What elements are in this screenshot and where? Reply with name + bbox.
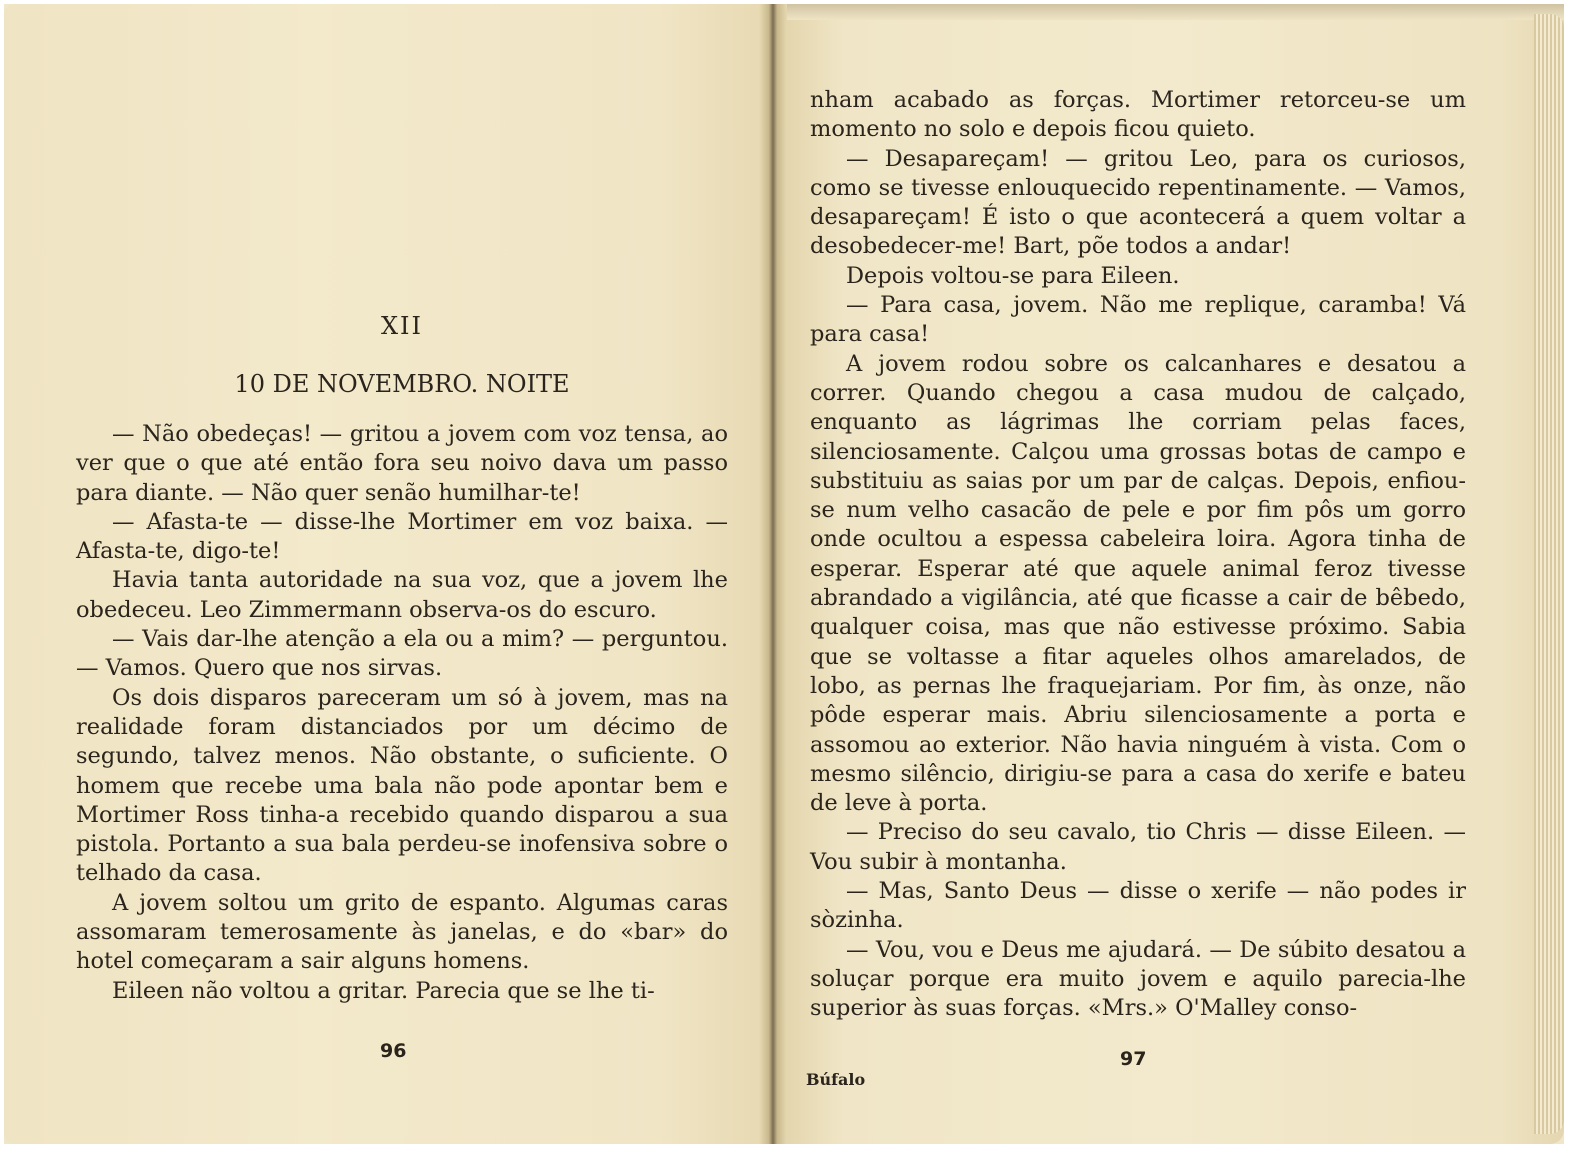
paragraph: — Desapareçam! — gritou Leo, para os curiosos, como se tivesse enlouquecido repentinamente. — Vamos, desapareçam! É isto o que acontecerá a quem voltar a desobedecer-me! Bart, põe todos a andar!: [810, 145, 1466, 260]
paragraph: — Vou, vou e Deus me ajudará. — De súbito desatou a soluçar porque era muito jovem e aquilo parecia-lhe superior às suas forças. «Mrs.» O'Malley conso-: [810, 936, 1466, 1022]
book-spread: [4, 4, 1564, 1144]
page-top-shadow: [782, 4, 1564, 20]
paragraph: A jovem rodou sobre os calcanhares e desatou a correr. Quando chegou a casa mudou de calçado, enquanto as lágrimas lhe corriam pelas faces, silenciosamente. Calçou uma grossas botas de campo e substituiu as saias por um par de calças. Depois, enfiou-se num velho casacão de pele e por fim pôs um gorro onde ocultou a espessa cabeleira loira. Agora tinha de esperar. Esperar até que aquele animal feroz tivesse abrandado a vigilância, até que ficasse a cair de bêbedo, qualquer coisa, mas que não estivesse próximo. Sabia que se voltasse a fitar aqueles olhos amarelados, de lobo, as pernas lhe fraquejariam. Por fim, às onze, não pôde esperar mais. Abriu silenciosamente a porta e assomou ao exterior. Não havia ninguém à vista. Com o mesmo silêncio, dirigiu-se para a casa do xerife e bateu de leve à porta.: [810, 350, 1466, 817]
page-number-right: 97: [1120, 1048, 1147, 1070]
paragraph: — Mas, Santo Deus — disse o xerife — não podes ir sòzinha.: [810, 878, 1466, 934]
left-page-text: [76, 420, 728, 1006]
left-page: [4, 4, 774, 1144]
paragraph: Os dois disparos pareceram um só à jovem, mas na realidade foram distanciados por um décimo de segundo, talvez menos. Não obstante, o suficiente. O homem que recebe uma bala não pode apontar bem e Mortimer Ross tinha-a recebido quando disparou a sua pistola. Portanto a sua bala perdeu-se inofensiva sobre o telhado da casa.: [76, 684, 728, 887]
book-gutter: [759, 4, 787, 1144]
right-page-text: [810, 86, 1466, 1024]
chapter-number: XII: [380, 312, 424, 340]
paragraph: — Não obedeças! — gritou a jovem com voz tensa, ao ver que o que até então fora seu noivo dava um passo para diante. — Não quer senão humilhar-te!: [76, 421, 728, 506]
paragraph: Depois voltou-se para Eileen.: [846, 262, 1180, 289]
paragraph: A jovem soltou um grito de espanto. Algumas caras assomaram temerosamente às janelas, e do «bar» do hotel começaram a sair alguns homens.: [76, 889, 728, 975]
paragraph: nham acabado as forças. Mortimer retorceu-se um momento no solo e depois ficou quieto.: [810, 87, 1466, 143]
page-number-left: 96: [380, 1040, 407, 1062]
paragraph: — Afasta-te — disse-lhe Mortimer em voz baixa. — Afasta-te, digo-te!: [76, 508, 728, 565]
paragraph: — Para casa, jovem. Não me replique, caramba! Vá para casa!: [810, 292, 1466, 348]
footer-label: Búfalo: [806, 1070, 866, 1089]
paragraph: Eileen não voltou a gritar. Parecia que se lhe ti-: [112, 977, 655, 1004]
page-edges: [1534, 14, 1564, 1134]
paragraph: Havia tanta autoridade na sua voz, que a jovem lhe obedeceu. Leo Zimmermann observa-os do escuro.: [76, 567, 728, 623]
paragraph: — Vais dar-lhe atenção a ela ou a mim? — perguntou. — Vamos. Quero que nos sirvas.: [76, 626, 728, 682]
right-page: [782, 4, 1564, 1144]
chapter-title: 10 DE NOVEMBRO. NOITE: [234, 370, 570, 398]
paragraph: — Preciso do seu cavalo, tio Chris — disse Eileen. — Vou subir à montanha.: [810, 819, 1466, 875]
